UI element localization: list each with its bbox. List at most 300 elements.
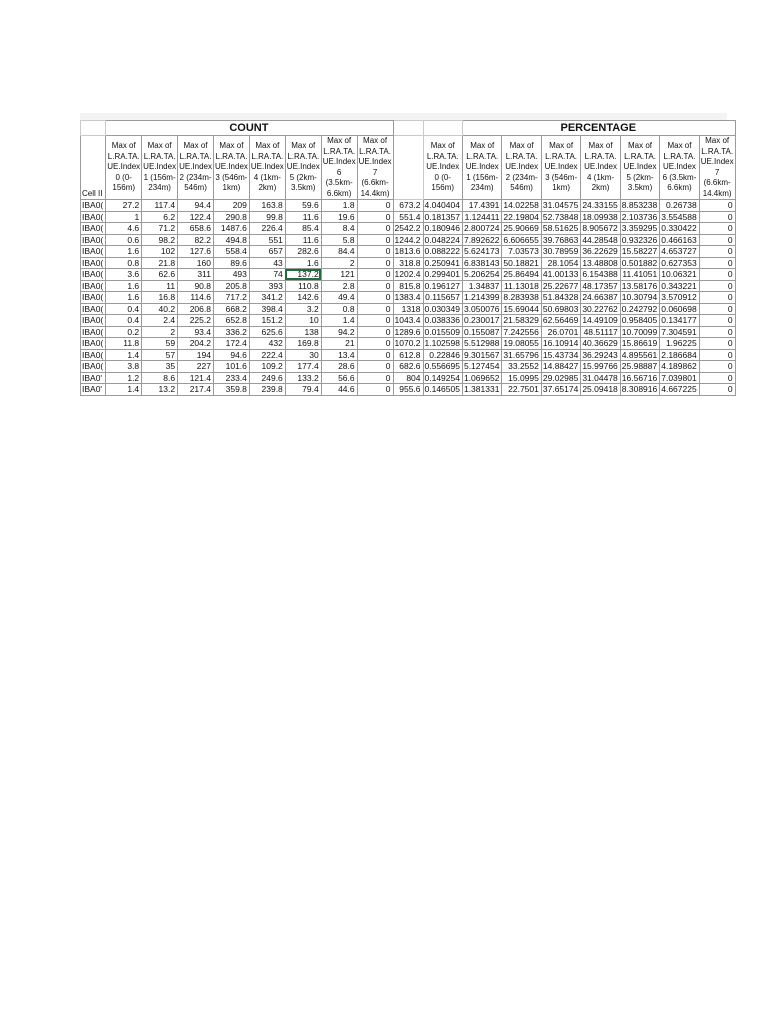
count-cell[interactable]: 89.6 xyxy=(213,257,249,269)
count-cell[interactable]: 1.4 xyxy=(106,349,142,361)
count-cell[interactable]: 652.8 xyxy=(213,315,249,327)
percentage-cell[interactable]: 15.43734 xyxy=(541,349,580,361)
count-cell[interactable]: 71.2 xyxy=(142,223,178,235)
percentage-cell[interactable]: 1.124411 xyxy=(462,211,501,223)
percentage-cell[interactable]: 41.00133 xyxy=(541,269,580,281)
percentage-cell[interactable]: 39.76863 xyxy=(541,234,580,246)
count-cell[interactable]: 98.2 xyxy=(142,234,178,246)
count-cell[interactable]: 1.2 xyxy=(106,372,142,384)
percentage-cell[interactable]: 0.134177 xyxy=(660,315,699,327)
count-cell[interactable]: 49.4 xyxy=(321,292,357,304)
percentage-cell[interactable]: 5.512988 xyxy=(462,338,501,350)
count-cell[interactable]: 282.6 xyxy=(285,246,321,258)
percentage-cell[interactable]: 3.570912 xyxy=(660,292,699,304)
count-cell[interactable]: 0.6 xyxy=(106,234,142,246)
percentage-cell[interactable]: 0.26738 xyxy=(660,200,699,212)
percentage-cell[interactable]: 0.932326 xyxy=(620,234,659,246)
count-cell[interactable]: 668.2 xyxy=(213,303,249,315)
count-cell[interactable]: 21 xyxy=(321,338,357,350)
count-cell[interactable]: 138 xyxy=(285,326,321,338)
percentage-cell[interactable]: 0.146505 xyxy=(423,384,462,396)
percentage-cell[interactable]: 0.958405 xyxy=(620,315,659,327)
percentage-cell[interactable]: 0.196127 xyxy=(423,280,462,292)
percentage-cell[interactable]: 22.7501 xyxy=(502,384,541,396)
cell-id[interactable]: IBA0( xyxy=(81,211,106,223)
percentage-cell[interactable]: 10.30794 xyxy=(620,292,659,304)
percentage-cell[interactable]: 0.466163 xyxy=(660,234,699,246)
count-cell[interactable]: 5.8 xyxy=(321,234,357,246)
count-cell[interactable]: 432 xyxy=(249,338,285,350)
count-cell[interactable]: 133.2 xyxy=(285,372,321,384)
count-cell[interactable]: 40.2 xyxy=(142,303,178,315)
count-cell[interactable]: 290.8 xyxy=(213,211,249,223)
count-cell[interactable]: 1.6 xyxy=(285,257,321,269)
percentage-cell[interactable]: 0 xyxy=(699,200,735,212)
percentage-cell[interactable]: 7.304591 xyxy=(660,326,699,338)
count-cell[interactable]: 10 xyxy=(285,315,321,327)
count-cell[interactable]: 0 xyxy=(357,246,393,258)
percentage-cell[interactable]: 0 xyxy=(699,303,735,315)
count-cell[interactable]: 160 xyxy=(178,257,214,269)
percentage-cell[interactable]: 31.65796 xyxy=(502,349,541,361)
percentage-cell[interactable]: 22.19804 xyxy=(502,211,541,223)
total-cell[interactable]: 1202.4 xyxy=(393,269,423,281)
count-cell[interactable]: 8.4 xyxy=(321,223,357,235)
percentage-cell[interactable]: 15.99766 xyxy=(581,361,620,373)
percentage-cell[interactable]: 0.556695 xyxy=(423,361,462,373)
percentage-cell[interactable]: 0 xyxy=(699,280,735,292)
count-cell[interactable]: 0 xyxy=(357,338,393,350)
count-cell[interactable]: 0 xyxy=(357,384,393,396)
percentage-cell[interactable]: 25.09418 xyxy=(581,384,620,396)
count-cell[interactable]: 2 xyxy=(321,257,357,269)
cell-id[interactable]: IBA0( xyxy=(81,234,106,246)
percentage-cell[interactable]: 1.102598 xyxy=(423,338,462,350)
total-cell[interactable]: 1244.2 xyxy=(393,234,423,246)
count-cell[interactable]: 226.4 xyxy=(249,223,285,235)
count-cell[interactable]: 359.8 xyxy=(213,384,249,396)
total-cell[interactable]: 955.6 xyxy=(393,384,423,396)
count-cell[interactable]: 43 xyxy=(249,257,285,269)
total-cell[interactable]: 1383.4 xyxy=(393,292,423,304)
cell-id[interactable]: IBA0( xyxy=(81,361,106,373)
total-cell[interactable]: 673.2 xyxy=(393,200,423,212)
total-cell[interactable]: 1318 xyxy=(393,303,423,315)
count-cell[interactable]: 94.2 xyxy=(321,326,357,338)
percentage-cell[interactable]: 51.84328 xyxy=(541,292,580,304)
count-cell[interactable]: 1487.6 xyxy=(213,223,249,235)
count-cell[interactable]: 172.4 xyxy=(213,338,249,350)
percentage-cell[interactable]: 7.242556 xyxy=(502,326,541,338)
count-header-4[interactable]: Max of L.RA.TA. UE.Index 4 (1km-2km) xyxy=(249,136,285,200)
cell-id[interactable]: IBA0' xyxy=(81,372,106,384)
percentage-cell[interactable]: 5.127454 xyxy=(462,361,501,373)
percentage-cell[interactable]: 1.381331 xyxy=(462,384,501,396)
percentage-cell[interactable]: 0 xyxy=(699,292,735,304)
count-cell[interactable]: 59 xyxy=(142,338,178,350)
count-cell[interactable]: 79.4 xyxy=(285,384,321,396)
percentage-cell[interactable]: 0.180946 xyxy=(423,223,462,235)
total-cell[interactable]: 1289.6 xyxy=(393,326,423,338)
cell-id[interactable]: IBA0( xyxy=(81,246,106,258)
percentage-cell[interactable]: 0 xyxy=(699,223,735,235)
total-cell[interactable]: 1813.6 xyxy=(393,246,423,258)
count-cell[interactable]: 194 xyxy=(178,349,214,361)
cell-id-header[interactable]: Cell II xyxy=(81,136,106,200)
count-cell[interactable]: 8.6 xyxy=(142,372,178,384)
percentage-cell[interactable]: 0.149254 xyxy=(423,372,462,384)
percentage-cell[interactable]: 0.627353 xyxy=(660,257,699,269)
count-cell[interactable]: 0.8 xyxy=(106,257,142,269)
count-cell[interactable]: 127.6 xyxy=(178,246,214,258)
percentage-cell[interactable]: 4.040404 xyxy=(423,200,462,212)
percentage-cell[interactable]: 30.22762 xyxy=(581,303,620,315)
count-cell[interactable]: 551 xyxy=(249,234,285,246)
count-cell[interactable]: 233.4 xyxy=(213,372,249,384)
percentage-cell[interactable]: 0 xyxy=(699,372,735,384)
percentage-cell[interactable]: 8.905672 xyxy=(581,223,620,235)
cell-id[interactable]: IBA0( xyxy=(81,338,106,350)
percentage-cell[interactable]: 4.667225 xyxy=(660,384,699,396)
count-section-title[interactable]: COUNT xyxy=(106,121,393,136)
percentage-cell[interactable]: 10.70099 xyxy=(620,326,659,338)
count-cell[interactable]: 249.6 xyxy=(249,372,285,384)
count-cell[interactable]: 57 xyxy=(142,349,178,361)
percentage-cell[interactable]: 1.214399 xyxy=(462,292,501,304)
percentage-cell[interactable]: 24.66387 xyxy=(581,292,620,304)
percentage-cell[interactable]: 0.330422 xyxy=(660,223,699,235)
count-cell[interactable]: 99.8 xyxy=(249,211,285,223)
count-cell[interactable]: 558.4 xyxy=(213,246,249,258)
count-cell[interactable]: 4.6 xyxy=(106,223,142,235)
percentage-cell[interactable]: 50.69803 xyxy=(541,303,580,315)
count-cell[interactable]: 0.2 xyxy=(106,326,142,338)
percentage-cell[interactable]: 14.49109 xyxy=(581,315,620,327)
cell-id[interactable]: IBA0( xyxy=(81,326,106,338)
percentage-cell[interactable]: 37.65174 xyxy=(541,384,580,396)
count-cell[interactable]: 35 xyxy=(142,361,178,373)
percentage-cell[interactable]: 6.606655 xyxy=(502,234,541,246)
count-cell[interactable]: 222.4 xyxy=(249,349,285,361)
percentage-cell[interactable]: 2.103736 xyxy=(620,211,659,223)
percentage-cell[interactable]: 50.18821 xyxy=(502,257,541,269)
count-cell[interactable]: 2.8 xyxy=(321,280,357,292)
percentage-cell[interactable]: 3.554588 xyxy=(660,211,699,223)
count-cell[interactable]: 2.4 xyxy=(142,315,178,327)
percentage-cell[interactable]: 7.892622 xyxy=(462,234,501,246)
total-header[interactable] xyxy=(393,136,423,200)
count-cell[interactable]: 2 xyxy=(142,326,178,338)
count-cell[interactable]: 3.8 xyxy=(106,361,142,373)
percentage-header-7[interactable]: Max of L.RA.TA. UE.Index 7 (6.6km-14.4km) xyxy=(700,136,734,198)
count-cell[interactable]: 59.6 xyxy=(285,200,321,212)
percentage-cell[interactable]: 4.653727 xyxy=(660,246,699,258)
percentage-cell[interactable]: 0.155087 xyxy=(462,326,501,338)
percentage-cell[interactable]: 2.186684 xyxy=(660,349,699,361)
count-cell[interactable]: 657 xyxy=(249,246,285,258)
percentage-cell[interactable]: 0.088222 xyxy=(423,246,462,258)
percentage-cell[interactable]: 25.98887 xyxy=(620,361,659,373)
count-cell[interactable]: 206.8 xyxy=(178,303,214,315)
percentage-cell[interactable]: 11.13018 xyxy=(502,280,541,292)
percentage-cell[interactable]: 25.22677 xyxy=(541,280,580,292)
count-cell[interactable]: 28.6 xyxy=(321,361,357,373)
cell-id[interactable]: IBA0( xyxy=(81,303,106,315)
percentage-cell[interactable]: 0.299401 xyxy=(423,269,462,281)
count-cell[interactable]: 204.2 xyxy=(178,338,214,350)
percentage-cell[interactable]: 24.33155 xyxy=(581,200,620,212)
count-cell[interactable]: 151.2 xyxy=(249,315,285,327)
percentage-cell[interactable]: 33.2552 xyxy=(502,361,541,373)
count-cell[interactable]: 209 xyxy=(213,200,249,212)
percentage-cell[interactable]: 0 xyxy=(699,326,735,338)
count-cell[interactable]: 717.2 xyxy=(213,292,249,304)
count-cell[interactable]: 163.8 xyxy=(249,200,285,212)
count-cell[interactable]: 11.6 xyxy=(285,234,321,246)
total-cell[interactable]: 1070.2 xyxy=(393,338,423,350)
percentage-cell[interactable]: 0.015509 xyxy=(423,326,462,338)
count-cell[interactable]: 217.4 xyxy=(178,384,214,396)
percentage-cell[interactable]: 5.624173 xyxy=(462,246,501,258)
count-header-1[interactable]: Max of L.RA.TA. UE.Index 1 (156m-234m) xyxy=(142,136,178,200)
count-cell[interactable]: 1.4 xyxy=(321,315,357,327)
percentage-cell[interactable]: 0.038336 xyxy=(423,315,462,327)
count-cell[interactable]: 1.4 xyxy=(106,384,142,396)
percentage-cell[interactable]: 25.90669 xyxy=(502,223,541,235)
percentage-cell[interactable]: 8.308916 xyxy=(620,384,659,396)
percentage-cell[interactable]: 0.230017 xyxy=(462,315,501,327)
percentage-cell[interactable]: 9.301567 xyxy=(462,349,501,361)
count-cell[interactable]: 121 xyxy=(321,269,357,281)
percentage-cell[interactable]: 7.03573 xyxy=(502,246,541,258)
count-cell[interactable]: 94.6 xyxy=(213,349,249,361)
percentage-cell[interactable]: 3.050076 xyxy=(462,303,501,315)
percentage-cell[interactable]: 48.17357 xyxy=(581,280,620,292)
percentage-cell[interactable]: 26.0701 xyxy=(541,326,580,338)
count-cell[interactable]: 398.4 xyxy=(249,303,285,315)
percentage-cell[interactable]: 0 xyxy=(699,349,735,361)
count-cell[interactable]: 341.2 xyxy=(249,292,285,304)
percentage-header-3[interactable]: Max of L.RA.TA. UE.Index 3 (546m-1km) xyxy=(541,136,580,200)
count-header-0[interactable]: Max of L.RA.TA. UE.Index 0 (0-156m) xyxy=(106,136,142,200)
count-cell[interactable]: 13.2 xyxy=(142,384,178,396)
percentage-cell[interactable]: 18.09938 xyxy=(581,211,620,223)
count-cell[interactable]: 114.6 xyxy=(178,292,214,304)
count-cell[interactable]: 0 xyxy=(357,200,393,212)
count-cell[interactable]: 93.4 xyxy=(178,326,214,338)
total-cell[interactable]: 815.8 xyxy=(393,280,423,292)
percentage-cell[interactable]: 4.895561 xyxy=(620,349,659,361)
percentage-cell[interactable]: 0 xyxy=(699,384,735,396)
count-cell[interactable]: 493 xyxy=(213,269,249,281)
percentage-cell[interactable]: 10.06321 xyxy=(660,269,699,281)
count-cell[interactable]: 109.2 xyxy=(249,361,285,373)
cell-id[interactable]: IBA0( xyxy=(81,280,106,292)
cell-id[interactable]: IBA0( xyxy=(81,292,106,304)
count-cell[interactable]: 0 xyxy=(357,303,393,315)
percentage-cell[interactable]: 0.048224 xyxy=(423,234,462,246)
count-cell[interactable]: 311 xyxy=(178,269,214,281)
count-cell[interactable]: 0 xyxy=(357,372,393,384)
percentage-cell[interactable]: 0.030349 xyxy=(423,303,462,315)
cell-id[interactable]: IBA0( xyxy=(81,200,106,212)
count-cell[interactable]: 0 xyxy=(357,292,393,304)
percentage-cell[interactable]: 0 xyxy=(699,338,735,350)
percentage-cell[interactable]: 0 xyxy=(699,211,735,223)
count-cell[interactable]: 11.6 xyxy=(285,211,321,223)
cell-id[interactable]: IBA0( xyxy=(81,349,106,361)
cell-id[interactable]: IBA0' xyxy=(81,384,106,396)
count-cell[interactable]: 19.6 xyxy=(321,211,357,223)
count-cell[interactable]: 44.6 xyxy=(321,384,357,396)
count-header-3[interactable]: Max of L.RA.TA. UE.Index 3 (546m-1km) xyxy=(213,136,249,200)
count-cell[interactable]: 0 xyxy=(357,280,393,292)
cell-id[interactable]: IBA0( xyxy=(81,257,106,269)
count-cell[interactable]: 121.4 xyxy=(178,372,214,384)
percentage-cell[interactable]: 6.154388 xyxy=(581,269,620,281)
count-cell[interactable]: 13.4 xyxy=(321,349,357,361)
percentage-cell[interactable]: 21.58329 xyxy=(502,315,541,327)
count-header-5[interactable]: Max of L.RA.TA. UE.Index 5 (2km-3.5km) xyxy=(285,136,321,200)
count-cell[interactable]: 0 xyxy=(357,257,393,269)
percentage-cell[interactable]: 31.04478 xyxy=(581,372,620,384)
count-cell[interactable]: 0.8 xyxy=(321,303,357,315)
count-header-7[interactable]: Max of L.RA.TA. UE.Index 7 (6.6km-14.4km) xyxy=(358,136,392,198)
percentage-cell[interactable]: 0.060698 xyxy=(660,303,699,315)
count-cell[interactable]: 84.4 xyxy=(321,246,357,258)
count-cell[interactable]: 142.6 xyxy=(285,292,321,304)
percentage-cell[interactable]: 0.115657 xyxy=(423,292,462,304)
count-cell[interactable]: 0 xyxy=(357,361,393,373)
percentage-cell[interactable]: 62.56469 xyxy=(541,315,580,327)
percentage-cell[interactable]: 11.41051 xyxy=(620,269,659,281)
total-cell[interactable]: 612.8 xyxy=(393,349,423,361)
percentage-cell[interactable]: 13.58176 xyxy=(620,280,659,292)
percentage-cell[interactable]: 48.51117 xyxy=(581,326,620,338)
percentage-cell[interactable]: 0 xyxy=(699,269,735,281)
count-cell[interactable]: 0.4 xyxy=(106,315,142,327)
percentage-cell[interactable]: 13.48808 xyxy=(581,257,620,269)
count-cell[interactable]: 21.8 xyxy=(142,257,178,269)
percentage-cell[interactable]: 5.206254 xyxy=(462,269,501,281)
percentage-cell[interactable]: 8.853238 xyxy=(620,200,659,212)
percentage-cell[interactable]: 36.22629 xyxy=(581,246,620,258)
selected-cell[interactable]: 137.2 xyxy=(285,269,321,281)
count-header-6[interactable]: Max of L.RA.TA. UE.Index 6 (3.5km-6.6km) xyxy=(322,136,356,198)
percentage-cell[interactable]: 7.039801 xyxy=(660,372,699,384)
count-cell[interactable]: 85.4 xyxy=(285,223,321,235)
percentage-cell[interactable]: 40.36629 xyxy=(581,338,620,350)
percentage-cell[interactable]: 4.189862 xyxy=(660,361,699,373)
percentage-cell[interactable]: 1.069652 xyxy=(462,372,501,384)
count-cell[interactable]: 101.6 xyxy=(213,361,249,373)
count-cell[interactable]: 122.4 xyxy=(178,211,214,223)
percentage-header-6[interactable]: Max of L.RA.TA. UE.Index 6 (3.5km-6.6km) xyxy=(660,136,699,200)
count-cell[interactable]: 1 xyxy=(106,211,142,223)
count-cell[interactable]: 658.6 xyxy=(178,223,214,235)
percentage-header-5[interactable]: Max of L.RA.TA. UE.Index 5 (2km-3.5km) xyxy=(620,136,659,200)
count-cell[interactable]: 393 xyxy=(249,280,285,292)
percentage-cell[interactable]: 0.242792 xyxy=(620,303,659,315)
count-cell[interactable]: 1.6 xyxy=(106,292,142,304)
count-cell[interactable]: 1.6 xyxy=(106,280,142,292)
percentage-header-4[interactable]: Max of L.RA.TA. UE.Index 4 (1km-2km) xyxy=(581,136,620,200)
percentage-cell[interactable]: 17.4391 xyxy=(462,200,501,212)
count-cell[interactable]: 3.2 xyxy=(285,303,321,315)
total-cell[interactable]: 682.6 xyxy=(393,361,423,373)
count-cell[interactable]: 11 xyxy=(142,280,178,292)
count-header-2[interactable]: Max of L.RA.TA. UE.Index 2 (234m-546m) xyxy=(178,136,214,200)
percentage-cell[interactable]: 6.838143 xyxy=(462,257,501,269)
count-cell[interactable]: 82.2 xyxy=(178,234,214,246)
percentage-section-title[interactable]: PERCENTAGE xyxy=(462,121,735,136)
count-cell[interactable]: 27.2 xyxy=(106,200,142,212)
cell-id[interactable]: IBA0( xyxy=(81,315,106,327)
count-cell[interactable]: 6.2 xyxy=(142,211,178,223)
percentage-cell[interactable]: 0 xyxy=(699,315,735,327)
total-cell[interactable]: 2542.2 xyxy=(393,223,423,235)
count-cell[interactable]: 0 xyxy=(357,223,393,235)
count-cell[interactable]: 102 xyxy=(142,246,178,258)
percentage-header-1[interactable]: Max of L.RA.TA. UE.Index 1 (156m-234m) xyxy=(462,136,501,200)
percentage-cell[interactable]: 1.96225 xyxy=(660,338,699,350)
count-cell[interactable]: 494.8 xyxy=(213,234,249,246)
percentage-cell[interactable]: 19.08055 xyxy=(502,338,541,350)
cell-id[interactable]: IBA0( xyxy=(81,269,106,281)
total-cell[interactable]: 804 xyxy=(393,372,423,384)
percentage-cell[interactable]: 0 xyxy=(699,361,735,373)
cell-id[interactable]: IBA0( xyxy=(81,223,106,235)
count-cell[interactable]: 110.8 xyxy=(285,280,321,292)
count-cell[interactable]: 625.6 xyxy=(249,326,285,338)
count-cell[interactable]: 74 xyxy=(249,269,285,281)
count-cell[interactable]: 16.8 xyxy=(142,292,178,304)
count-cell[interactable]: 225.2 xyxy=(178,315,214,327)
percentage-cell[interactable]: 15.69044 xyxy=(502,303,541,315)
count-cell[interactable]: 3.6 xyxy=(106,269,142,281)
percentage-header-0[interactable]: Max of L.RA.TA. UE.Index 0 (0-156m) xyxy=(423,136,462,200)
percentage-header-2[interactable]: Max of L.RA.TA. UE.Index 2 (234m-546m) xyxy=(502,136,541,200)
percentage-cell[interactable]: 0.250941 xyxy=(423,257,462,269)
spreadsheet[interactable] xyxy=(80,113,734,425)
count-cell[interactable]: 227 xyxy=(178,361,214,373)
count-cell[interactable]: 177.4 xyxy=(285,361,321,373)
percentage-cell[interactable]: 8.283938 xyxy=(502,292,541,304)
count-cell[interactable]: 11.8 xyxy=(106,338,142,350)
percentage-cell[interactable]: 1.34837 xyxy=(462,280,501,292)
percentage-cell[interactable]: 0 xyxy=(699,257,735,269)
count-cell[interactable]: 0.4 xyxy=(106,303,142,315)
percentage-cell[interactable]: 3.359295 xyxy=(620,223,659,235)
percentage-cell[interactable]: 14.88427 xyxy=(541,361,580,373)
count-cell[interactable]: 0 xyxy=(357,211,393,223)
count-cell[interactable]: 1.6 xyxy=(106,246,142,258)
percentage-cell[interactable]: 0.22846 xyxy=(423,349,462,361)
count-cell[interactable]: 30 xyxy=(285,349,321,361)
count-cell[interactable]: 205.8 xyxy=(213,280,249,292)
percentage-cell[interactable]: 0.501882 xyxy=(620,257,659,269)
count-cell[interactable]: 1.8 xyxy=(321,200,357,212)
percentage-cell[interactable]: 25.86494 xyxy=(502,269,541,281)
count-cell[interactable]: 169.8 xyxy=(285,338,321,350)
count-cell[interactable]: 0 xyxy=(357,315,393,327)
total-cell[interactable]: 318.8 xyxy=(393,257,423,269)
percentage-cell[interactable]: 52.73848 xyxy=(541,211,580,223)
count-cell[interactable]: 239.8 xyxy=(249,384,285,396)
percentage-cell[interactable]: 44.28548 xyxy=(581,234,620,246)
percentage-cell[interactable]: 0.343221 xyxy=(660,280,699,292)
percentage-cell[interactable]: 2.800724 xyxy=(462,223,501,235)
